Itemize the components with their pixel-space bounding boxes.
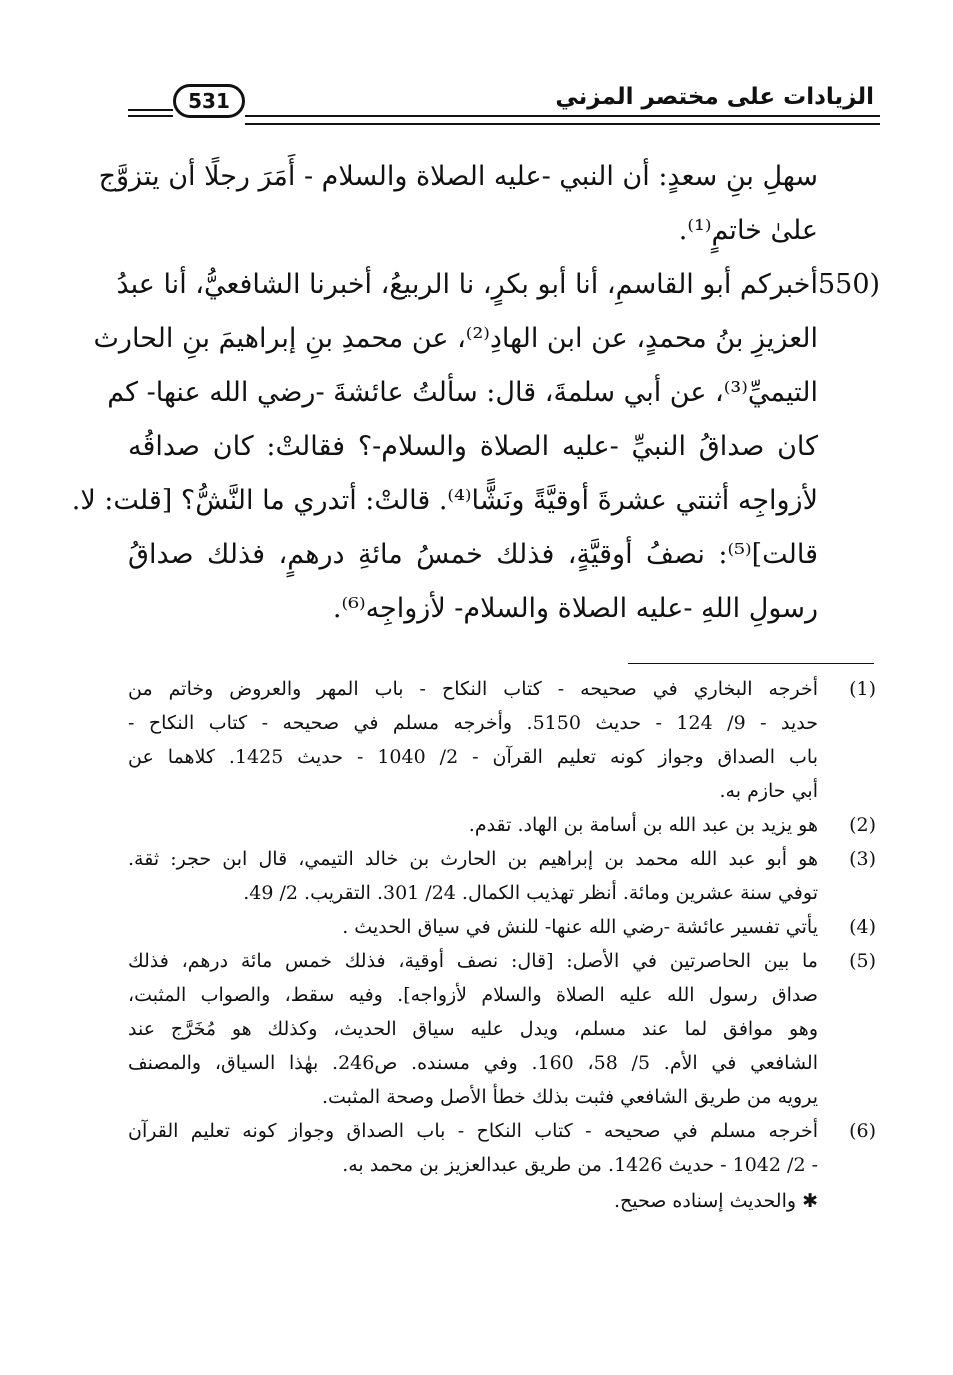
footnotes: [128, 672, 880, 1220]
page-header: [128, 82, 880, 130]
footnote-line: هو أبو عبد الله محمد بن إبراهيم بن الحارث بن خالد التيمي، قال ابن حجر: ثقة.: [128, 848, 818, 870]
text-line: أخبركم أبو القاسمِ، أنا أبو بكرٍ، نا الربيعُ، أخبرنا الشافعيُّ، أنا عبدُ: [116, 269, 818, 300]
footnote-number: (5): [849, 950, 876, 972]
footnote-number: (1): [849, 678, 876, 700]
header-rule-bottom: [245, 123, 880, 125]
footnote-line: أبي حازم به.: [719, 780, 818, 802]
footnote-3: [128, 842, 880, 910]
footnote-number: (2): [849, 814, 876, 836]
text-line: العزيزِ بنُ محمدٍ، عن ابن الهادِ⁽²⁾، عن محمدِ بنِ إبراهيمَ بنِ الحارث: [93, 323, 818, 354]
footnote-4: [128, 910, 880, 944]
footnote-line: ما بين الحاصرتين في الأصل: [قال: نصف أوقية، فذلك خمس مائة درهم، فذلك: [128, 950, 818, 972]
footnote-line: حديد - 9/ 124 - حديث 5150. وأخرجه مسلم في صحيحه - كتاب النكاح -: [128, 712, 818, 734]
footnote-line: الشافعي في الأم. 5/ 58، 160. وفي مسنده. ص246. بهٰذا السياق، والمصنف: [128, 1052, 818, 1074]
text-line: لأزواجِه أثنتي عشرةَ أوقيَّةً ونَشًّا⁽⁴⁾. قالتْ: أتدري ما النَّشُّ؟ [قلت: لا.: [71, 485, 818, 516]
text-line: سهلِ بنِ سعدٍ: أن النبي -عليه الصلاة والسلام - أَمَرَ رجلًا أن يتزوَّج: [98, 161, 818, 192]
footnote-line: يرويه من طريق الشافعي فثبت بذلك خطأ الأصل وصحة المثبت.: [321, 1086, 818, 1108]
header-rule-left-top: [128, 109, 173, 111]
footnote-line: أخرجه مسلم في صحيحه - كتاب النكاح - باب الصداق وجواز كونه تعليم القرآن: [128, 1120, 818, 1142]
footnote-separator: [628, 663, 874, 664]
footnote-1: [128, 672, 880, 808]
header-rule-top: [245, 115, 880, 117]
footnote-number: (6): [849, 1120, 876, 1142]
footnote-line: هو يزيد بن عبد الله بن أسامة بن الهاد. تقدم.: [468, 814, 818, 836]
header-rule-left-bottom: [128, 115, 173, 117]
text-line: قالت]⁽⁵⁾: نصفُ أوقيَّةٍ، فذلك خمسُ مائةِ درهمٍ، فذلك صداقُ: [128, 539, 818, 570]
footnote-2: [128, 808, 880, 842]
text-line: رسولِ اللهِ -عليه الصلاة والسلام- لأزواجِه⁽⁶⁾.: [332, 593, 818, 624]
footnote-number: (4): [849, 916, 876, 938]
text-line: التيميِّ⁽³⁾، عن أبي سلمةَ، قال: سألتُ عائشةَ -رضي الله عنها- كم: [107, 377, 818, 408]
page-number: 531: [173, 84, 245, 118]
footnote-number: (3): [849, 848, 876, 870]
isnad-note: ✱ والحديث إسناده صحيح.: [613, 1190, 818, 1212]
hadith-550-first-line: [116, 258, 881, 312]
text-line: علىٰ خاتمٍ⁽¹⁾.: [678, 215, 818, 246]
footnote-5: [128, 944, 880, 1114]
footnote-line: باب الصداق وجواز كونه تعليم القرآن - 2/ 1040 - حديث 1425. كلاهما عن: [128, 746, 818, 768]
footnote-line: - 2/ 1042 - حديث 1426. من طريق عبدالعزيز بن محمد به.: [342, 1154, 818, 1176]
hadith-number: 550): [818, 269, 881, 300]
footnote-line: يأتي تفسير عائشة -رضي الله عنها- للنش في سياق الحديث .: [342, 916, 818, 938]
footnote-line: صداق رسول الله عليه الصلاة والسلام لأزواجه]. وفيه سقط، والصواب المثبت،: [128, 984, 818, 1006]
book-title: الزيادات على مختصر المزني: [555, 84, 874, 110]
footnote-6: [128, 1114, 880, 1182]
footnote-line: وهو موافق لما عند مسلم، ويدل عليه سياق الحديث، وكذلك هو مُخَرَّج عند: [128, 1018, 818, 1040]
footnote-line: توفي سنة عشرين ومائة. أنظر تهذيب الكمال. 24/ 301. التقريب. 2/ 49.: [243, 882, 818, 904]
text-line: كان صداقُ النبيِّ -عليه الصلاة والسلام-؟ فقالتْ: كان صداقُه: [128, 431, 818, 462]
main-text: [71, 150, 881, 636]
footnote-line: أخرجه البخاري في صحيحه - كتاب النكاح - باب المهر والعروض وخاتم من: [128, 678, 818, 700]
